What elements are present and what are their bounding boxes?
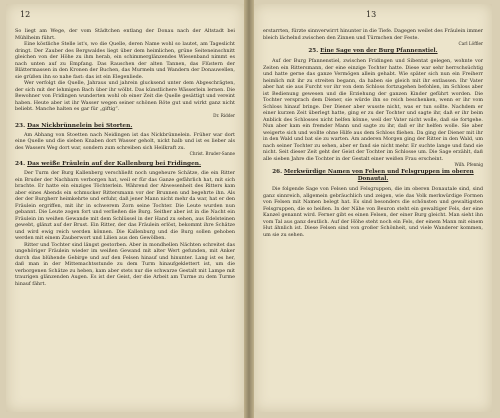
author-signature: Carl Löffler	[458, 41, 483, 46]
section-number: 25.	[308, 48, 319, 54]
paragraph: Auf der Burg Pfannenstiel, zwischen Fridingen und Sibentat gelegen, wohnte vor Zeiten ein Rittersmann, der eine einzige Tochter hatte. Diese war sehr herrschsüchtig und hatte gerne das ganze Vermögen allein gehabt. Wie später sich nun ein Freiherr heimlich mit ihr zu streiten begann, da haben sie gleich mit ihr entlassen. Ihr Vater aber hat sie aus Furcht vor ihr von dem Schloss fortzugehen befohlen, im Schloss aber ist Bedienung gewesen und die Erziehung der ganzen Kinder geführt worden. Die Tochter versprach dem Diener, sie würde ihn so reich beschenken, wenn er ihr vom Schloss hinauf bringe. Der Diener aber wusste nicht, was er tun sollte. Nachdem er einer kurzen Zeit überlegt hatte, ging er zu der Tochter und sagte ihr, daß er ihr beim Anblick des Schlosses nicht helfen könne, weil der Vater nicht wolle, daß sie fortgehe. Nun aber kam ein fremder Mann und sagte zu ihr, daß er ihr helfen wolle. Sie aber weigerte sich und wollte ohne Hilfe aus dem Schloss fliehen. Da ging der Diener mit ihr in den Wald und bat sie zu warten. Am anderen Morgen ging der Ritter in den Wald, um nach seiner Tochter zu sehen, aber er fand sie nicht mehr. Er suchte lange und fand sie nicht. Seit dieser Zeit geht der Geist der Tochter im Schlosse um. Die Sage erzählt, daß alle sieben Jahre die Tochter in der Gestalt einer weißen Frau erscheint.	[263, 58, 483, 162]
left-page	[6, 4, 244, 412]
paragraph: Am Abhang von Stoetten nach Neidingen ist das Nickbrünnelein. Früher war dort eine Quelle und die sieben Knaben dort Wasser geholt, nickt halb und ist es lieber als des Wassers Weg dort war, sondern zum schreiben sich Heilkraft zu.	[15, 131, 235, 151]
paragraph: Eine köstliche Stelle ist's, wo die Quelle, deren Name wohl so lautet, am Tageslicht dringt. Der Zauber des Bergwaldes liegt über dem heimlichen, grüne Seiteneinschnitt gleichen von der Höhe zu ihm herab, ein schimmerglänzendes Wiesenband nimmt es nach unten auf zu Empfang. Das Rauschen der alten Tannen, das Flüstern der Blättermassen in den Kronen der Buchen, das Murmeln und Wandern der Donauwellen, sie grüßen ihn so nahe fast: das ist ein Elegenliede.	[15, 41, 235, 80]
page-number: 12	[20, 10, 31, 19]
page-content	[263, 28, 483, 408]
book-gutter	[244, 0, 254, 418]
author-signature: Christ. Bruder-Sanne	[189, 151, 235, 156]
paragraph: Der Turm der Burg Kallenberg verschließt noch ungeheure Schätze, die ein Ritter ein Bruder der Nachbarn verborgen hat, weil er für das Ganze gefährlich hat, mit sich brachte. Er hatte ein einziges Töchterlein. Während der Abwesenheit des Ritters kam aber eines Abends ein schmucker Rittersmann vor der Brunnen und begehrte ihn. Als der der Burgherr heimkehrte und erfuhr, daß jener Mann nicht mehr da war, hat er den Fräulein ergriffen, mit ihr in schwerem Zorn seine Tochter. Die Leute wurden nun gebannt. Die Leute zogen fort und verließen die Burg. Seither aber ist in die Nacht ein Fräulein im weißen Gewande mit dem Schlüssel in der Hand zu sehen, aus Edelsteinen gewebt, glänzt auf der Brust. Ein Ritter, der das Fräulein erlöst, bekommt ihre Schätze und wird ewig reich werden können. Die Kallenburg und die Burg sollen gehoben werden mit einem Zauberwort und Lilien aus den Gewölben.	[15, 170, 235, 241]
section-heading	[263, 48, 483, 55]
page-number: 13	[366, 10, 377, 19]
paragraph: Wer verfolgt die Quelle, Jahraus und jahrein glucksend unter dem Abgeschrägten, der sich mit der lehmigen Bach über ihr wölbt. Das künstlichere Wässerlein lernen. Die Bewohner von Fridingen wunderten wohl ob einer Zeit die Quelle gesättigt und vereint haben. Heute aber ist ihr Wasser wegen seiner schönen Röte gut und wirkt ganz nicht beliebt. Manche halten es gar für „giftig“.	[15, 80, 235, 112]
right-page	[254, 4, 492, 412]
section-title: Das weiße Fräulein auf der Kallenburg bei Fridingen.	[27, 161, 202, 167]
paragraph: So liegt am Wege, der vom Städtchen entlang der Donau nach der Altstadt bei Mühlheim führt.	[15, 28, 235, 41]
section-heading	[263, 169, 483, 183]
section-heading	[15, 123, 235, 130]
author-signature: Wilh. Pfennig	[454, 162, 483, 167]
paragraph: Ritter und Tochter sind längst gestorben. Aber in mondhellen Nächten schreitet das ungehöriger Fräulein wieder im weißen Gewand mit alter Wert gefunden, mit Anker durch das blühende Gebirge und auf den Felsen hinauf und hinunter. Lang ist es her, daß man in der Mittemachtsstunde zu dem Turm hinaufgeklettert ist, um die verborgenen Schätze zu heben, kam aber stets nur die schwarze Gestalt mit Lampe mit traurigen glänzenden Augen. Es ist der Geist, der die Arbeit am Turme zu dem Turme hinauf fährt.	[15, 241, 235, 287]
paragraph: Die folgende Sage von Felsen und Felsgruppen, die im oberen Donautale sind, sind ganz sinnreich, allgemein gebräuchlich und zeigen, wie das Volk merkwürdige Formen von Felsen mit Namen belegt hat. Es sind besonders die schönsten und gewaltigsten Felsgruppen, die so heißen. In der Nähe von Beuron steht ein gewaltiger Fels, der eine Kanzel genannt wird. Ferner gibt es einen Felsen, der einer Burg gleicht. Man sieht ihn vom Tal aus ganz deutlich. Auf der Höhe steht noch ein Fels, der einem Mann mit einem Hut ähnlich ist. Diese Felsen sind von großer Schönheit, und viele Wanderer kommen, um sie zu sehen.	[263, 186, 483, 238]
section-number: 23.	[15, 122, 26, 129]
author-signature: Dr. Ridder	[213, 112, 235, 118]
section-title: Das Nickbrünnelein bei Storten.	[27, 122, 133, 129]
section-number: 24.	[15, 161, 26, 167]
page-content	[15, 28, 235, 408]
section-heading	[15, 161, 235, 168]
section-title: Eine Sage von der Burg Pfannenstiel.	[320, 48, 438, 54]
section-title: Merkwürdige Namen von Felsen und Felsgruppen im oberen Donautal.	[283, 169, 474, 182]
section-number: 26.	[272, 169, 283, 175]
paragraph: erstarrten, fürzte sinnverwirrt hinunter in die Tiefe. Dagegen weilet des Fräulein immer bleich lächelnd zwischen den Zinnen und Türmchen der Feste.	[263, 28, 483, 41]
